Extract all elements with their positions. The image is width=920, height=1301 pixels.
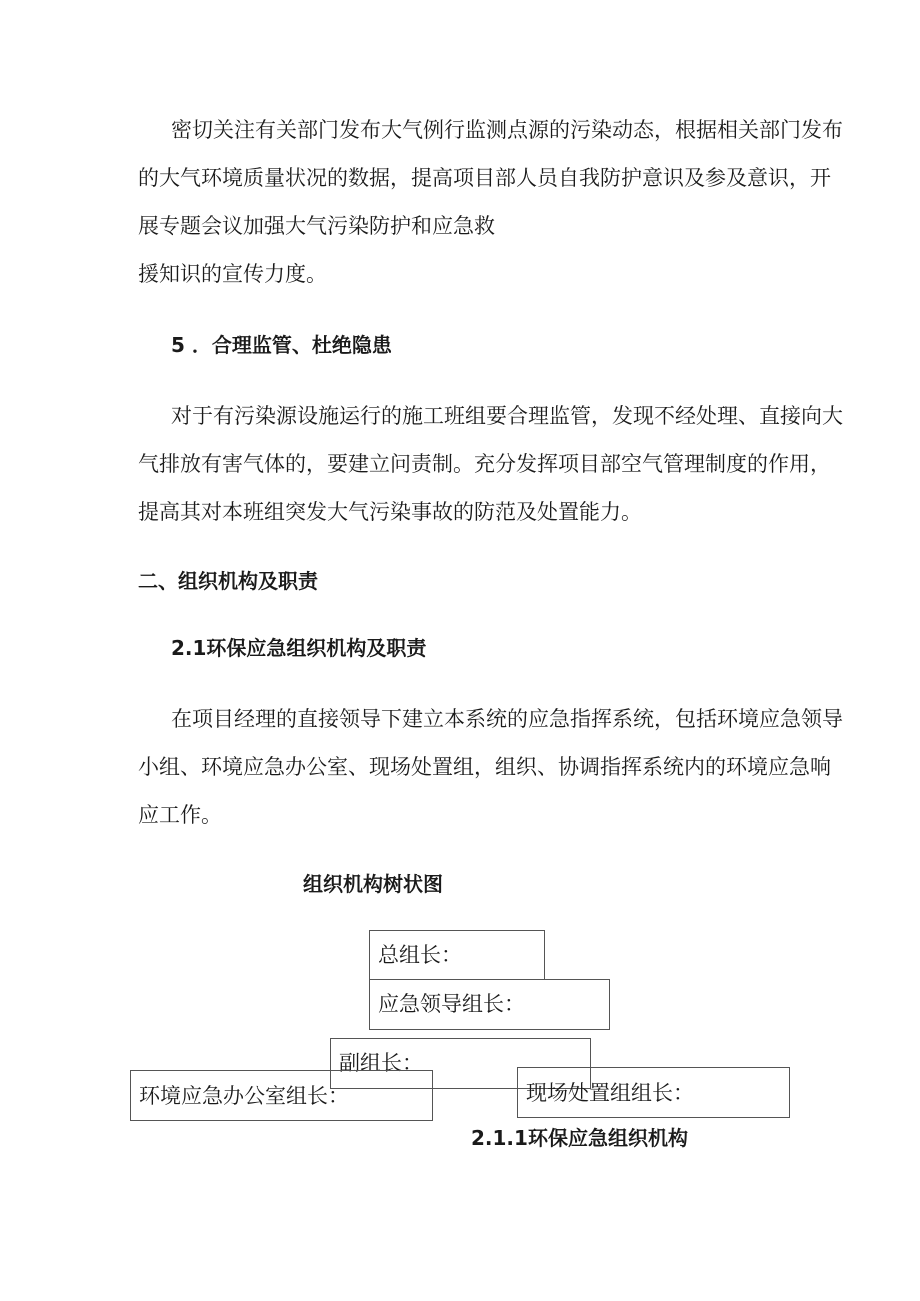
general-leader-label: 总组长： bbox=[378, 943, 462, 967]
onsite-leader-label: 现场处置组组长： bbox=[526, 1081, 694, 1105]
paragraph-2-line-3: 提高其对本班组突发大气污染事故的防范及处置能力。 bbox=[138, 500, 642, 524]
paragraph-1-line-3: 展专题会议加强大气污染防护和应急救 bbox=[138, 214, 495, 238]
section-2-heading: 二、组织机构及职责 bbox=[138, 569, 318, 593]
paragraph-1-line-1: 密切关注有关部门发布大气例行监测点源的污染动态，根据相关部门发布 bbox=[171, 118, 843, 142]
deputy-leader-label: 副组长： bbox=[339, 1051, 423, 1075]
paragraph-1-line-4: 援知识的宣传力度。 bbox=[138, 262, 327, 286]
paragraph-1-line-2: 的大气环境质量状况的数据，提高项目部人员自我防护意识及参及意识，开 bbox=[138, 166, 831, 190]
paragraph-3-line-2: 小组、环境应急办公室、现场处置组，组织、协调指挥系统内的环境应急响 bbox=[138, 755, 831, 779]
org-chart-caption: 2.1.1环保应急组织机构 bbox=[471, 1126, 688, 1150]
emergency-leader-label: 应急领导组长： bbox=[378, 992, 525, 1016]
heading-5: 5 ．合理监管、杜绝隐患 bbox=[171, 333, 392, 357]
paragraph-3-line-1: 在项目经理的直接领导下建立本系统的应急指挥系统，包括环境应急领导 bbox=[171, 707, 843, 731]
org-chart-title: 组织机构树状图 bbox=[303, 872, 443, 896]
paragraph-2-line-1: 对于有污染源设施运行的施工班组要合理监管，发现不经处理、直接向大 bbox=[171, 404, 843, 428]
paragraph-2-line-2: 气排放有害气体的，要建立问责制。充分发挥项目部空气管理制度的作用， bbox=[138, 452, 831, 476]
paragraph-3-line-3: 应工作。 bbox=[138, 803, 222, 827]
section-2-1-heading: 2.1环保应急组织机构及职责 bbox=[171, 636, 427, 660]
office-leader-label: 环境应急办公室组长： bbox=[139, 1084, 349, 1108]
